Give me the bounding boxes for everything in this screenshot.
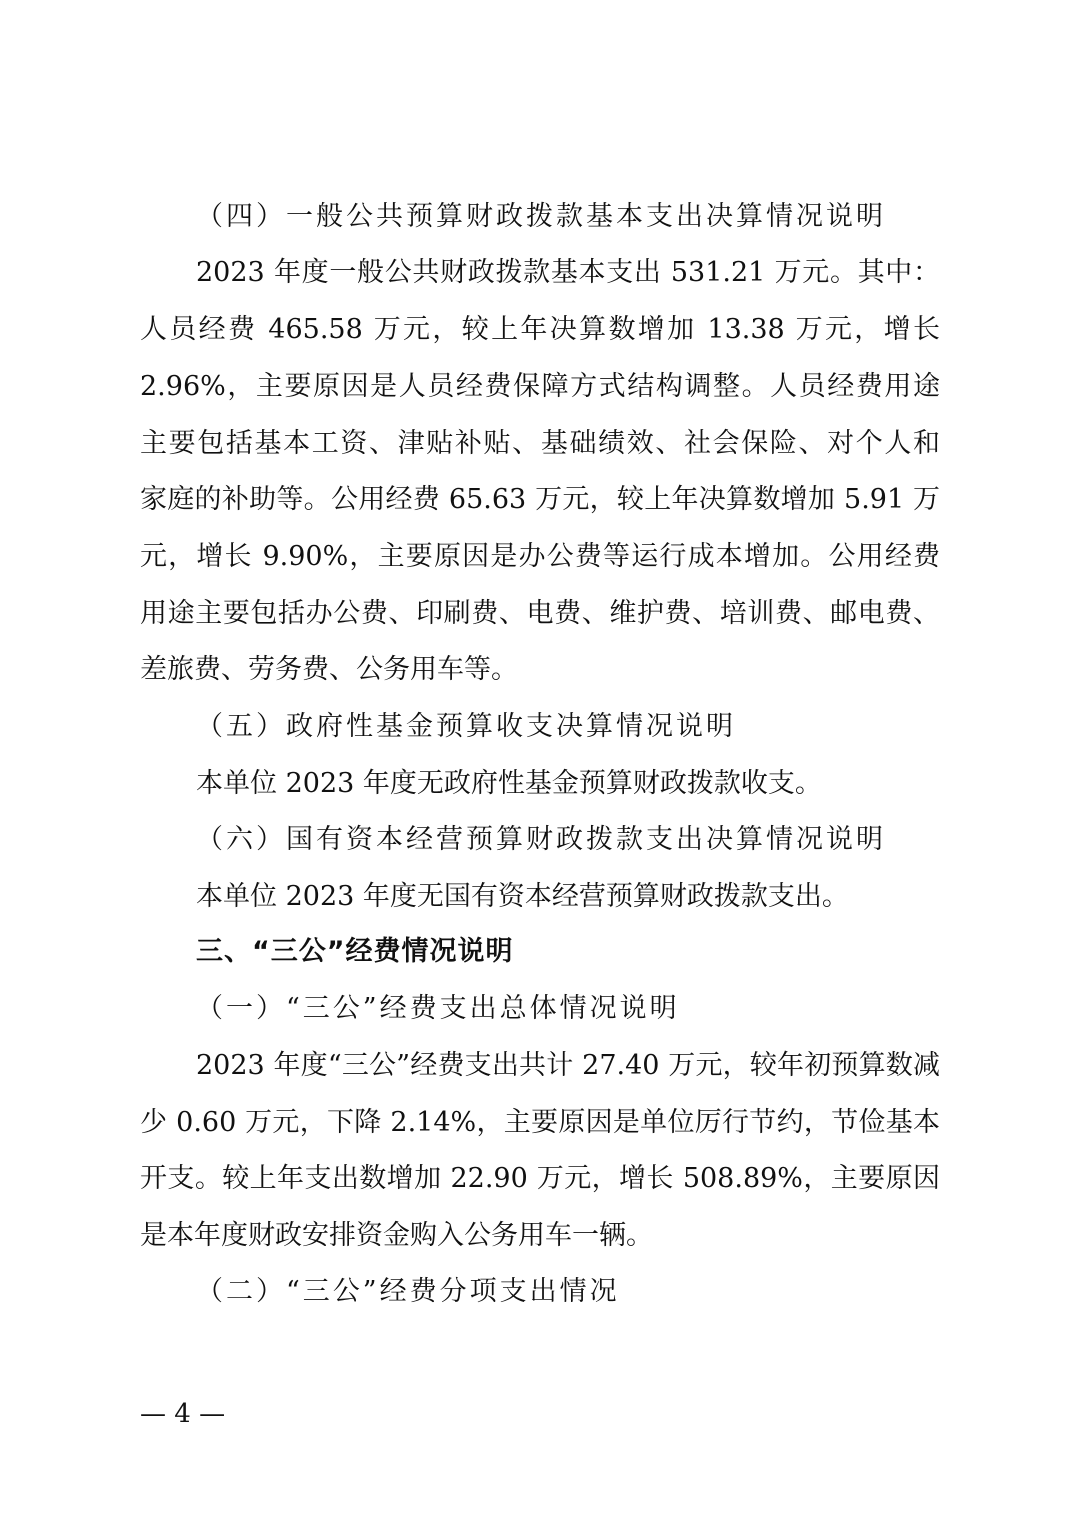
paragraph-line: 开支。较上年支出数增加 22.90 万元，增长 508.89%，主要原因 <box>140 1163 940 1194</box>
paragraph-line: 本单位 2023 年度无国有资本经营预算财政拨款支出。 <box>196 881 849 912</box>
section-heading-three: 三、“三公”经费情况说明 <box>196 936 514 967</box>
paragraph-line: 人员经费 465.58 万元，较上年决算数增加 13.38 万元，增长 <box>140 314 940 345</box>
paragraph-line: 是本年度财政安排资金购入公务用车一辆。 <box>140 1220 653 1251</box>
paragraph-line: 主要包括基本工资、津贴补贴、基础绩效、社会保险、对个人和 <box>140 428 940 459</box>
paragraph-line: 元，增长 9.90%，主要原因是办公费等运行成本增加。公用经费 <box>140 541 940 572</box>
section-heading-four: （四）一般公共预算财政拨款基本支出决算情况说明 <box>196 201 886 232</box>
paragraph-line: 2.96%，主要原因是人员经费保障方式结构调整。人员经费用途 <box>140 371 940 402</box>
paragraph-line: 本单位 2023 年度无政府性基金预算财政拨款收支。 <box>196 768 822 799</box>
paragraph-line: 家庭的补助等。公用经费 65.63 万元，较上年决算数增加 5.91 万 <box>140 484 940 515</box>
paragraph-line: 少 0.60 万元，下降 2.14%，主要原因是单位厉行节约，节俭基本 <box>140 1107 940 1138</box>
section-heading-five: （五）政府性基金预算收支决算情况说明 <box>196 711 736 742</box>
subsection-heading-three-one: （一）“三公”经费支出总体情况说明 <box>196 993 680 1024</box>
page-number: — 4 — <box>140 1399 226 1429</box>
paragraph-line: 2023 年度“三公”经费支出共计 27.40 万元，较年初预算数减 <box>196 1050 940 1081</box>
subsection-heading-three-two: （二）“三公”经费分项支出情况 <box>196 1276 620 1307</box>
paragraph-line: 2023 年度一般公共财政拨款基本支出 531.21 万元。其中： <box>196 257 940 288</box>
paragraph-line: 用途主要包括办公费、印刷费、电费、维护费、培训费、邮电费、 <box>140 598 940 629</box>
section-heading-six: （六）国有资本经营预算财政拨款支出决算情况说明 <box>196 824 886 855</box>
paragraph-line: 差旅费、劳务费、公务用车等。 <box>140 654 518 685</box>
